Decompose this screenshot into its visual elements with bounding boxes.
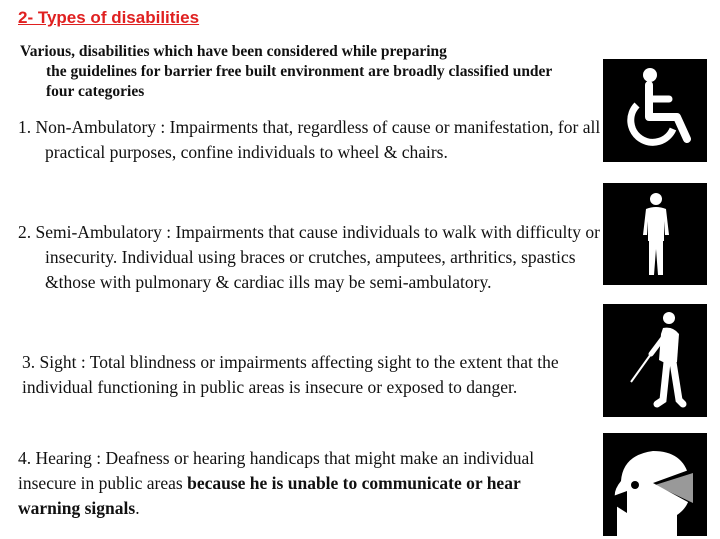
hearing-text-end: . bbox=[135, 498, 140, 518]
hearing-impaired-icon bbox=[603, 433, 707, 536]
category-non-ambulatory: 1. Non-Ambulatory : Impairments that, regardless of cause or manifestation, for all practical purposes, confine individuals to wheel & chairs. bbox=[18, 117, 601, 162]
hearing-text-plain: 4. Hearing : Deafness or hearing handicaps that might make an individual insecure in public areas bbox=[18, 448, 535, 493]
blind-person-with-cane-icon bbox=[603, 304, 707, 417]
intro-first-line: Various, disabilities which have been considered while preparing bbox=[20, 43, 447, 60]
intro-paragraph bbox=[20, 42, 560, 102]
hearing-text-bold: because he is unable to communicate or hear warning signals bbox=[18, 473, 521, 518]
slide-title: 2- Types of disabilities bbox=[18, 8, 200, 27]
category-hearing bbox=[18, 446, 578, 521]
semi-ambulatory-person-icon bbox=[603, 183, 707, 285]
wheelchair-icon bbox=[603, 59, 707, 162]
intro-rest: the guidelines for barrier free built environment are broadly classified under four categories bbox=[46, 63, 553, 100]
category-sight: 3. Sight : Total blindness or impairments affecting sight to the extent that the individual functioning in public areas is insecure or exposed to danger. bbox=[22, 352, 559, 397]
category-semi-ambulatory: 2. Semi-Ambulatory : Impairments that cause individuals to walk with difficulty or insecurity. Individual using braces or crutches, amputees, arthritics, spastics &those with pulmonary & cardiac ills may be semi-ambulatory. bbox=[18, 222, 600, 292]
